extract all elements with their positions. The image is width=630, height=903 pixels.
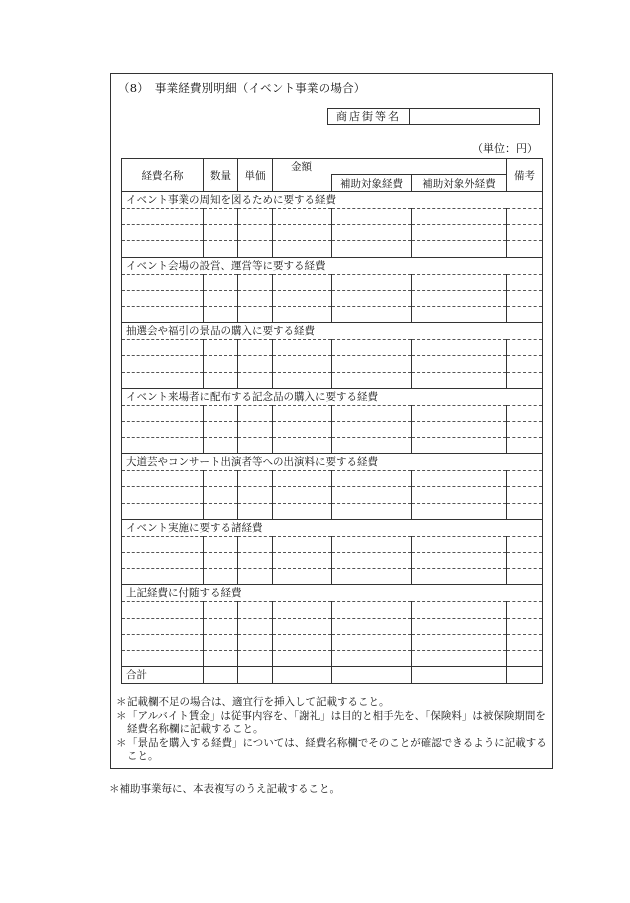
entry-cell[interactable] [332, 209, 412, 225]
entry-cell[interactable] [122, 421, 204, 437]
entry-cell[interactable] [273, 209, 332, 225]
total-cell[interactable] [238, 667, 273, 684]
entry-cell[interactable] [507, 274, 543, 290]
category-row [122, 323, 543, 340]
entry-cell[interactable] [204, 438, 238, 454]
entry-cell[interactable] [238, 487, 273, 503]
entry-cell[interactable] [273, 306, 332, 322]
entry-cell[interactable] [507, 569, 543, 585]
entry-cell[interactable] [204, 536, 238, 552]
entry-cell[interactable] [412, 438, 507, 454]
entry-cell[interactable] [412, 225, 507, 241]
entry-row [122, 569, 543, 585]
entry-cell[interactable] [238, 274, 273, 290]
asterisk-icon: ＊ [116, 709, 127, 722]
entry-row [122, 274, 543, 290]
entry-cell[interactable] [273, 471, 332, 487]
entry-cell[interactable] [332, 225, 412, 241]
category-label: 大道芸やコンサート出演者等への出演料に要する経費 [122, 454, 543, 471]
entry-cell[interactable] [204, 356, 238, 372]
entry-cell[interactable] [238, 290, 273, 306]
entry-cell[interactable] [122, 536, 204, 552]
entry-cell[interactable] [412, 487, 507, 503]
entry-cell[interactable] [412, 405, 507, 421]
entry-cell[interactable] [412, 618, 507, 634]
entry-row [122, 356, 543, 372]
entry-cell[interactable] [204, 471, 238, 487]
header-ineligible: 補助対象外経費 [412, 175, 507, 192]
entry-cell[interactable] [332, 372, 412, 388]
entry-cell[interactable] [507, 241, 543, 257]
table-body [122, 192, 543, 684]
entry-cell[interactable] [507, 471, 543, 487]
total-cell[interactable] [204, 667, 238, 684]
entry-cell[interactable] [332, 356, 412, 372]
entry-cell[interactable] [412, 602, 507, 618]
entry-cell[interactable] [122, 225, 204, 241]
entry-cell[interactable] [412, 421, 507, 437]
notes [116, 696, 548, 764]
entry-cell[interactable] [332, 274, 412, 290]
entry-cell[interactable] [412, 569, 507, 585]
entry-cell[interactable] [412, 471, 507, 487]
entry-cell[interactable] [507, 421, 543, 437]
entry-cell[interactable] [273, 503, 332, 519]
entry-cell[interactable] [412, 536, 507, 552]
entry-cell[interactable] [412, 650, 507, 666]
category-label: イベント会場の設営、運営等に要する経費 [122, 257, 543, 274]
entry-cell[interactable] [507, 340, 543, 356]
entry-cell[interactable] [238, 372, 273, 388]
entry-cell[interactable] [507, 372, 543, 388]
entry-cell[interactable] [204, 225, 238, 241]
note-text: 「アルバイト賃金」は従事内容を、「謝礼」は目的と相手先を、「保険料」は被保険期間を経費名称欄に記載すること。 [127, 709, 546, 735]
entry-cell[interactable] [273, 618, 332, 634]
entry-cell[interactable] [238, 602, 273, 618]
entry-cell[interactable] [204, 241, 238, 257]
entry-cell[interactable] [507, 405, 543, 421]
entry-row [122, 306, 543, 322]
entry-cell[interactable] [238, 503, 273, 519]
entry-row [122, 225, 543, 241]
total-cell[interactable] [273, 667, 332, 684]
total-label: 合計 [122, 667, 204, 684]
entry-cell[interactable] [332, 290, 412, 306]
entry-cell[interactable] [412, 634, 507, 650]
entry-cell[interactable] [238, 356, 273, 372]
entry-cell[interactable] [122, 650, 204, 666]
entry-cell[interactable] [122, 503, 204, 519]
entry-cell[interactable] [204, 340, 238, 356]
entry-cell[interactable] [332, 503, 412, 519]
entry-cell[interactable] [273, 340, 332, 356]
entry-cell[interactable] [332, 602, 412, 618]
entry-cell[interactable] [204, 487, 238, 503]
entry-row [122, 209, 543, 225]
note-text: 「景品を購入する経費」については、経費名称欄でそのことが確認できるように記載すること。 [127, 736, 547, 762]
entry-cell[interactable] [238, 225, 273, 241]
entry-cell[interactable] [122, 602, 204, 618]
header-amount: 金額 [273, 159, 507, 175]
entry-cell[interactable] [332, 438, 412, 454]
shop-name-input[interactable] [410, 109, 539, 124]
entry-cell[interactable] [412, 553, 507, 569]
entry-cell[interactable] [204, 634, 238, 650]
category-row [122, 519, 543, 536]
entry-cell[interactable] [507, 356, 543, 372]
entry-cell[interactable] [332, 618, 412, 634]
category-row [122, 257, 543, 274]
entry-cell[interactable] [332, 405, 412, 421]
entry-row [122, 372, 543, 388]
entry-row [122, 503, 543, 519]
entry-cell[interactable] [238, 340, 273, 356]
entry-cell[interactable] [507, 536, 543, 552]
entry-row [122, 602, 543, 618]
entry-cell[interactable] [204, 405, 238, 421]
entry-cell[interactable] [412, 340, 507, 356]
entry-cell[interactable] [122, 569, 204, 585]
expense-table [121, 158, 543, 684]
header-amount-blank [273, 175, 332, 192]
entry-cell[interactable] [122, 306, 204, 322]
category-label: イベント実施に要する諸経費 [122, 519, 543, 536]
entry-cell[interactable] [273, 290, 332, 306]
entry-cell[interactable] [238, 241, 273, 257]
entry-cell[interactable] [507, 438, 543, 454]
header-remarks: 備考 [507, 159, 543, 192]
entry-cell[interactable] [412, 290, 507, 306]
entry-cell[interactable] [238, 421, 273, 437]
asterisk-icon: ＊ [116, 696, 127, 708]
entry-cell[interactable] [238, 553, 273, 569]
entry-cell[interactable] [273, 438, 332, 454]
entry-cell[interactable] [273, 536, 332, 552]
entry-row [122, 553, 543, 569]
entry-row [122, 405, 543, 421]
entry-cell[interactable] [204, 569, 238, 585]
entry-row [122, 290, 543, 306]
note-item [116, 710, 548, 737]
entry-cell[interactable] [204, 618, 238, 634]
entry-cell[interactable] [507, 634, 543, 650]
entry-cell[interactable] [204, 421, 238, 437]
note-text: 記載欄不足の場合は、適宜行を挿入して記載すること。 [127, 696, 390, 708]
entry-cell[interactable] [238, 438, 273, 454]
entry-cell[interactable] [122, 372, 204, 388]
category-row [122, 192, 543, 209]
entry-cell[interactable] [273, 553, 332, 569]
entry-cell[interactable] [204, 372, 238, 388]
section-title: （8） 事業経費別明細（イベント事業の場合） [118, 81, 366, 95]
entry-row [122, 421, 543, 437]
entry-cell[interactable] [238, 405, 273, 421]
entry-row [122, 536, 543, 552]
entry-row [122, 241, 543, 257]
entry-cell[interactable] [204, 602, 238, 618]
entry-cell[interactable] [273, 634, 332, 650]
entry-cell[interactable] [332, 553, 412, 569]
entry-cell[interactable] [412, 372, 507, 388]
entry-cell[interactable] [238, 471, 273, 487]
asterisk-icon: ＊ [116, 736, 127, 749]
entry-cell[interactable] [273, 602, 332, 618]
entry-cell[interactable] [122, 274, 204, 290]
entry-row [122, 438, 543, 454]
entry-cell[interactable] [238, 618, 273, 634]
entry-cell[interactable] [273, 569, 332, 585]
entry-cell[interactable] [412, 274, 507, 290]
entry-cell[interactable] [122, 405, 204, 421]
category-row [122, 454, 543, 471]
entry-cell[interactable] [332, 487, 412, 503]
entry-cell[interactable] [238, 306, 273, 322]
unit-note: （単位：円） [472, 142, 538, 155]
entry-row [122, 634, 543, 650]
entry-cell[interactable] [204, 290, 238, 306]
shop-name-field [327, 108, 540, 125]
header-eligible: 補助対象経費 [332, 175, 412, 192]
entry-cell[interactable] [332, 471, 412, 487]
entry-cell[interactable] [204, 209, 238, 225]
entry-cell[interactable] [273, 274, 332, 290]
category-row [122, 585, 543, 602]
entry-cell[interactable] [122, 290, 204, 306]
category-label: 抽選会や福引の景品の購入に要する経費 [122, 323, 543, 340]
entry-cell[interactable] [273, 225, 332, 241]
entry-cell[interactable] [332, 536, 412, 552]
entry-cell[interactable] [273, 241, 332, 257]
entry-cell[interactable] [204, 306, 238, 322]
entry-cell[interactable] [273, 650, 332, 666]
entry-cell[interactable] [204, 503, 238, 519]
entry-cell[interactable] [412, 209, 507, 225]
entry-cell[interactable] [507, 602, 543, 618]
total-cell[interactable] [332, 667, 412, 684]
entry-cell[interactable] [122, 438, 204, 454]
entry-cell[interactable] [238, 536, 273, 552]
entry-cell[interactable] [507, 225, 543, 241]
note-item [116, 696, 548, 710]
entry-cell[interactable] [204, 274, 238, 290]
entry-cell[interactable] [122, 340, 204, 356]
category-row [122, 388, 543, 405]
entry-cell[interactable] [273, 487, 332, 503]
entry-cell[interactable] [507, 503, 543, 519]
entry-cell[interactable] [332, 241, 412, 257]
header-item-name: 経費名称 [122, 159, 204, 192]
entry-cell[interactable] [122, 356, 204, 372]
entry-cell[interactable] [122, 471, 204, 487]
entry-cell[interactable] [332, 650, 412, 666]
entry-cell[interactable] [238, 634, 273, 650]
footer-note: ＊補助事業毎に、本表複写のうえ記載すること。 [109, 783, 340, 795]
total-cell[interactable] [412, 667, 507, 684]
header-quantity: 数量 [204, 159, 238, 192]
total-row [122, 667, 543, 684]
entry-cell[interactable] [122, 618, 204, 634]
entry-cell[interactable] [507, 650, 543, 666]
form-frame [110, 73, 553, 769]
entry-cell[interactable] [412, 503, 507, 519]
entry-row [122, 650, 543, 666]
category-label: イベント来場者に配布する記念品の購入に要する経費 [122, 388, 543, 405]
entry-row [122, 618, 543, 634]
entry-cell[interactable] [507, 618, 543, 634]
entry-cell[interactable] [273, 405, 332, 421]
entry-cell[interactable] [332, 306, 412, 322]
entry-cell[interactable] [204, 650, 238, 666]
entry-cell[interactable] [332, 634, 412, 650]
entry-cell[interactable] [238, 209, 273, 225]
entry-cell[interactable] [507, 553, 543, 569]
entry-cell[interactable] [507, 290, 543, 306]
entry-cell[interactable] [273, 372, 332, 388]
note-item [116, 737, 548, 764]
entry-row [122, 471, 543, 487]
entry-row [122, 487, 543, 503]
entry-cell[interactable] [332, 340, 412, 356]
entry-cell[interactable] [412, 356, 507, 372]
entry-cell[interactable] [273, 356, 332, 372]
total-cell[interactable] [507, 667, 543, 684]
entry-cell[interactable] [122, 487, 204, 503]
header-unit-price: 単価 [238, 159, 273, 192]
entry-row [122, 340, 543, 356]
entry-cell[interactable] [332, 569, 412, 585]
category-label: イベント事業の周知を図るために要する経費 [122, 192, 543, 209]
entry-cell[interactable] [507, 306, 543, 322]
entry-cell[interactable] [122, 241, 204, 257]
entry-cell[interactable] [412, 306, 507, 322]
entry-cell[interactable] [332, 421, 412, 437]
entry-cell[interactable] [122, 553, 204, 569]
entry-cell[interactable] [507, 209, 543, 225]
entry-cell[interactable] [238, 650, 273, 666]
shop-name-label: 商店街等名 [328, 109, 410, 124]
entry-cell[interactable] [122, 209, 204, 225]
entry-cell[interactable] [507, 487, 543, 503]
category-label: 上記経費に付随する経費 [122, 585, 543, 602]
entry-cell[interactable] [122, 634, 204, 650]
entry-cell[interactable] [204, 553, 238, 569]
entry-cell[interactable] [412, 241, 507, 257]
entry-cell[interactable] [273, 421, 332, 437]
entry-cell[interactable] [238, 569, 273, 585]
